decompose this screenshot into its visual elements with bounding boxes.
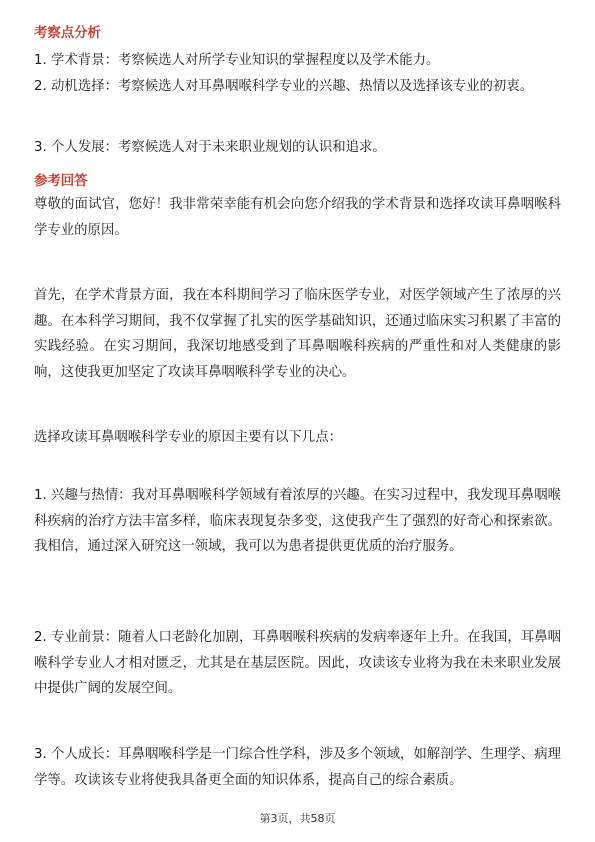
- answer-paragraph-reasons-lead: 选择攻读耳鼻咽喉科学专业的原因主要有以下几点：: [34, 430, 342, 445]
- analysis-heading: 考察点分析: [34, 26, 101, 41]
- answer-reason-prospects: 2. 专业前景：随着人口老龄化加剧，耳鼻咽喉科疾病的发病率逐年上升。在我国，耳鼻咽喉科学专业人才相对匮乏，尤其是在基层医院。因此，攻读该专业将为我在未来职业发展中提供广阔的发展空间。: [34, 630, 561, 696]
- answer-reason-interest: 1. 兴趣与热情：我对耳鼻咽喉科学领域有着浓厚的兴趣。在实习过程中，我发现耳鼻咽喉科疾病的治疗方法丰富多样，临床表现复杂多变，这使我产生了强烈的好奇心和探索欲。我相信，通过深入研究这一领域，我可以为患者提供更优质的治疗服务。: [34, 488, 561, 554]
- analysis-item-2: 2. 动机选择：考察候选人对耳鼻咽喉科学专业的兴趣、热情以及选择该专业的初衷。: [34, 79, 534, 94]
- answer-paragraph-background: 首先，在学术背景方面，我在本科期间学习了临床医学专业，对医学领域产生了浓厚的兴趣。在本科学习期间，我不仅掌握了扎实的医学基础知识，还通过临床实习积累了丰富的实践经验。在实习期间，我深切地感受到了耳鼻咽喉科疾病的严重性和对人类健康的影响，这使我更加坚定了攻读耳鼻咽喉科学专业的决心。: [34, 288, 561, 380]
- answer-reason-growth: 3. 个人成长：耳鼻咽喉科学是一门综合性学科，涉及多个领域，如解剖学、生理学、病理学等。攻读该专业将使我具备更全面的知识体系，提高自己的综合素质。: [34, 747, 561, 788]
- analysis-item-3: 3. 个人发展：考察候选人对于未来职业规划的认识和追求。: [34, 140, 386, 155]
- analysis-item-1: 1. 学术背景：考察候选人对所学专业知识的掌握程度以及学术能力。: [34, 53, 440, 68]
- page-number: 第3页，共58页: [259, 812, 336, 825]
- answer-heading: 参考回答: [34, 174, 88, 189]
- answer-paragraph-intro: 尊敬的面试官，您好！我非常荣幸能有机会向您介绍我的学术背景和选择攻读耳鼻咽喉科学专业的原因。: [34, 197, 561, 238]
